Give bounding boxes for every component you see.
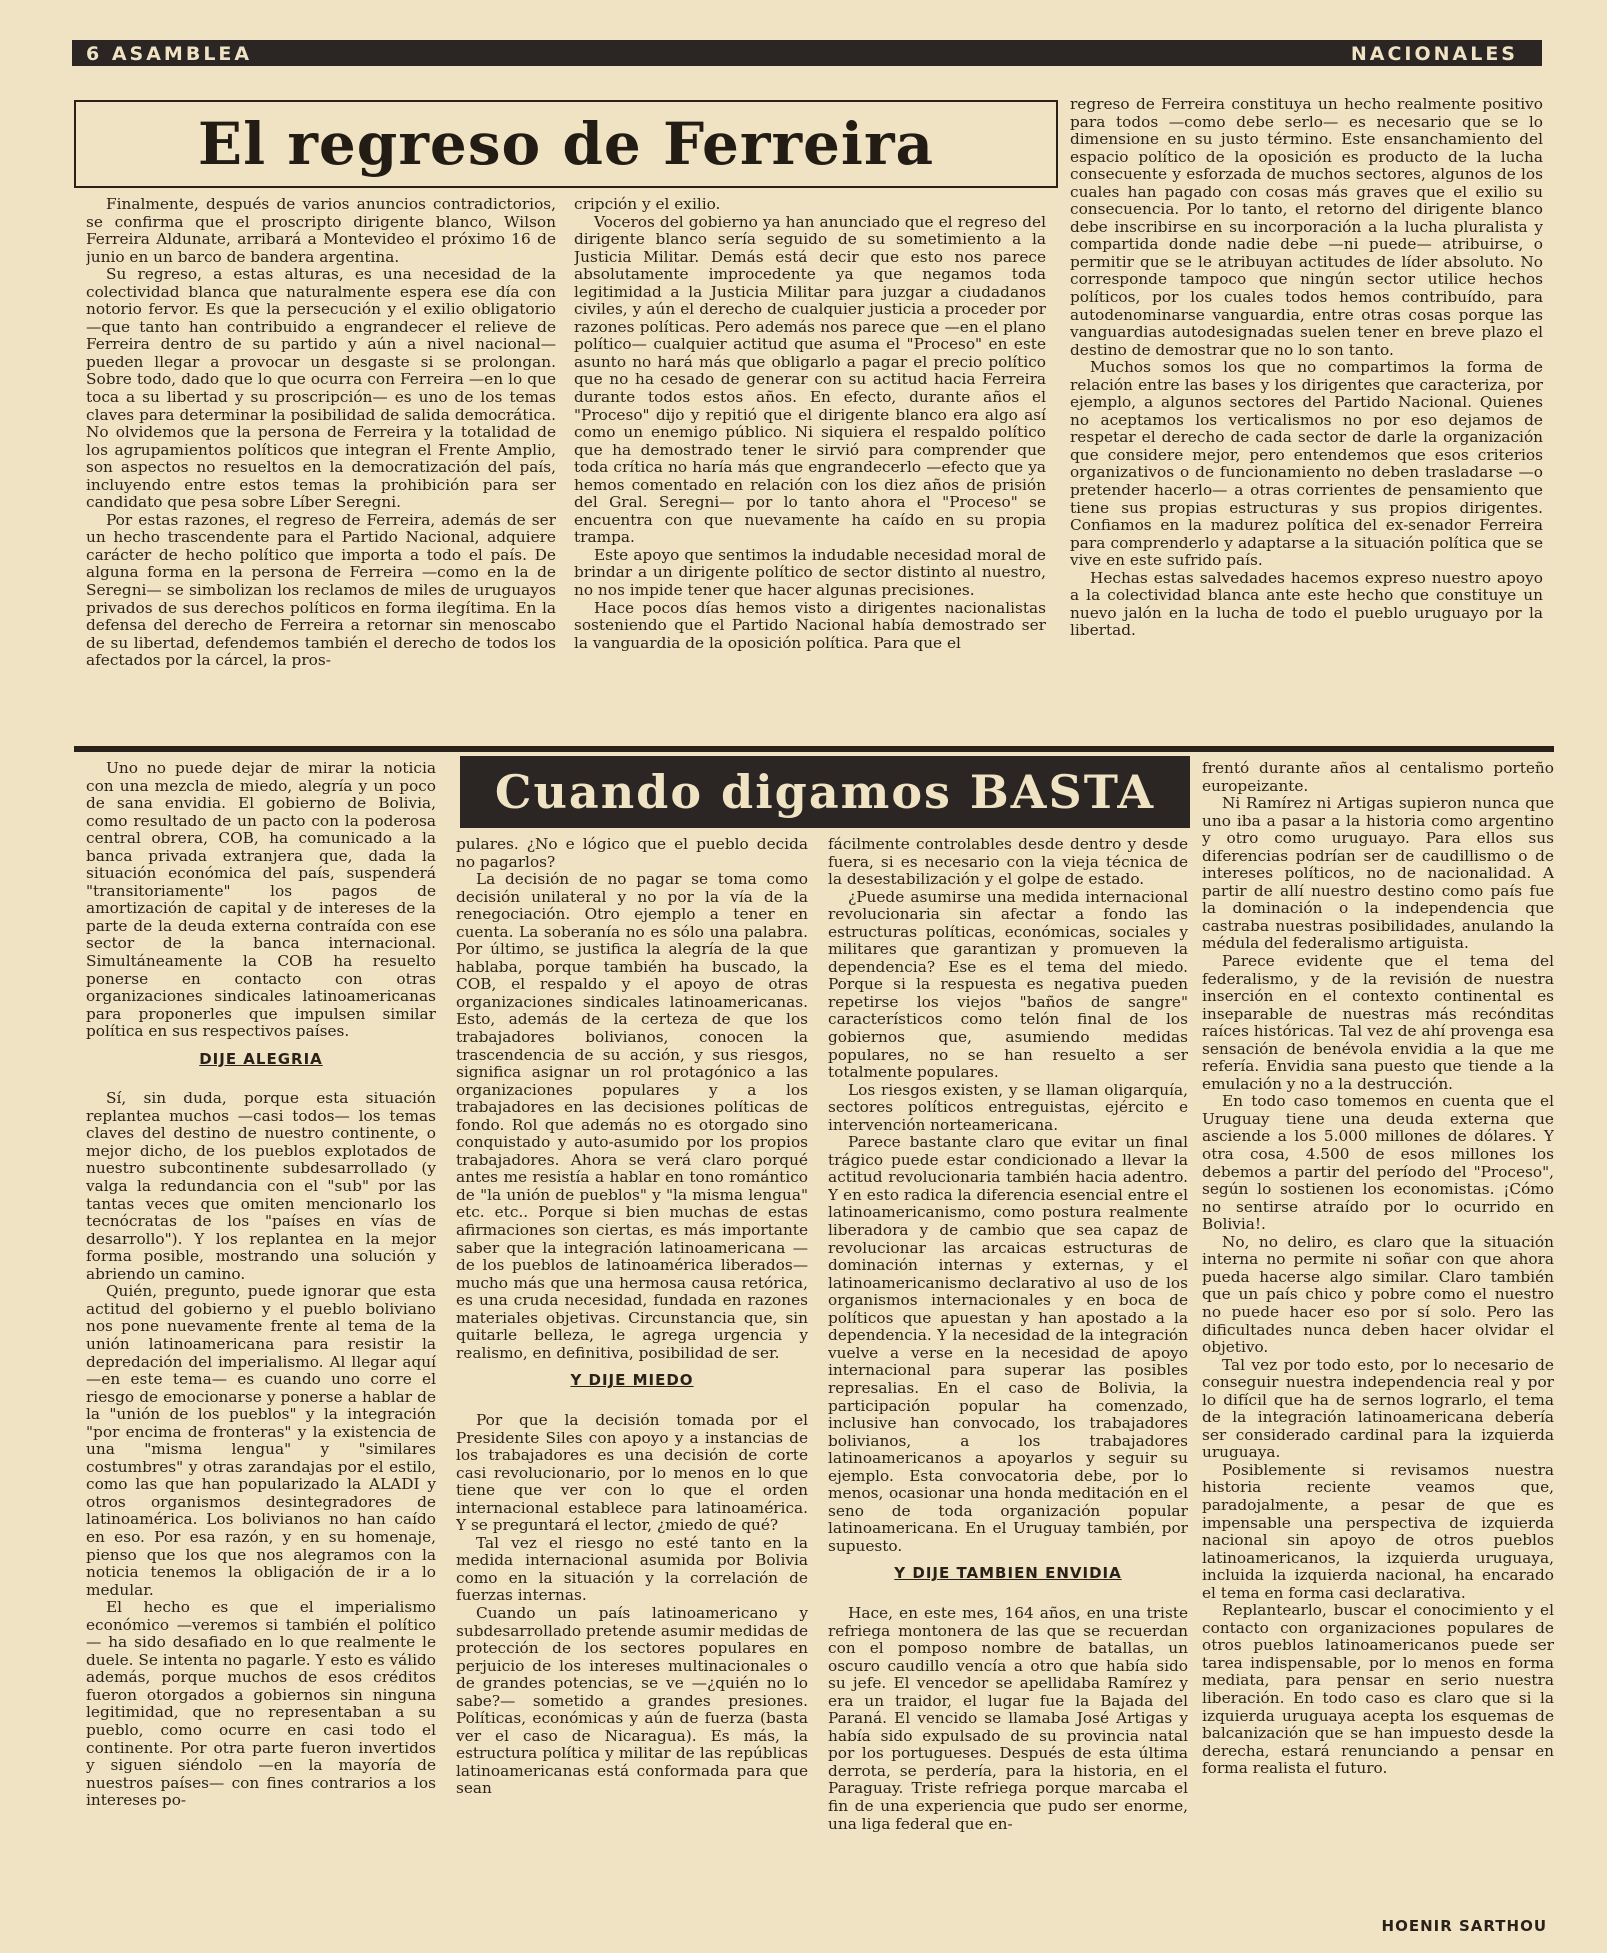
section-divider bbox=[74, 746, 1554, 752]
paragraph: regreso de Ferreira constituya un hecho realmente positivo para todos —como debe serlo— es necesario que se lo dimensione en su justo término. Este ensanchamiento del espacio político de la oposición es producto de la lucha consecuente y esforzada de muchos sectores, algunos de los cuales han pagado con cosas más graves que el exilio su consecuencia. Por lo tanto, el retorno del dirigente blanco debe inscribirse en su incorporación a la lucha pluralista y compartida donde nadie debe —ni puede— atribuirse, o permitir que se le atribuyan actitudes de líder absoluto. No corresponde tampoco que ningún sector utilice hechos políticos, por los cuales todos hemos contribuído, para autodenominarse vanguardia, entre otras cosas porque las vanguardias autodesignadas suelen tener en breve plazo el destino de demostrar que no lo son tanto. bbox=[1070, 96, 1543, 359]
paragraph: Los riesgos existen, y se llaman oligarquía, sectores políticos entreguistas, ejército e intervención norteamericana. bbox=[828, 1080, 1188, 1134]
article2-column-2 bbox=[456, 836, 808, 1918]
paragraph: En todo caso tomemos en cuenta que el Uruguay tiene una deuda externa que asciende a los 5.000 millones de dólares. Y otra cosa, 4.500 de esos millones los debemos a partir del período del "Proceso", según lo sostienen los economistas. ¡Cómo no sentirse atraído por lo ocurrido en Bolivia!. bbox=[1202, 1092, 1554, 1234]
article1-column-1 bbox=[86, 196, 556, 738]
article1-column-2 bbox=[574, 196, 1046, 738]
paragraph: Ni Ramírez ni Artigas supieron nunca que uno iba a pasar a la historia como argentino y otro como uruguayo. Para ellos sus diferencias podrían ser de caudillismo o de intereses políticos, no de nacionalidad. A partir de allí nuestro destino como país fue la dominación o la independencia que castraba nuestras posibilidades, anulando la médula del federalismo artiguista. bbox=[1202, 794, 1554, 953]
paragraph: ¿Puede asumirse una medida internacional revolucionaria sin afectar a fondo las estructuras políticas, económicas, sociales y militares que garantizan y promueven la dependencia? Ese es el tema del miedo. Porque si la respuesta es negativa pueden repetirse los viejos "baños de sangre" característicos como telón final de los gobiernos que, asumiendo medidas populares, no se han resuelto a ser totalmente populares. bbox=[828, 887, 1188, 1082]
paragraph: Uno no puede dejar de mirar la noticia con una mezcla de miedo, alegría y un poco de sana envidia. El gobierno de Bolivia, como resultado de un pacto con la poderosa central obrera, COB, ha comunicado a la banca privada extranjera que, dada la situación económica del país, suspenderá "transitoriamente" los pagos de amortización de capital y de intereses de la parte de la deuda externa contraída con ese sector de la banca internacional. Simultáneamente la COB ha resuelto ponerse en contacto con otras organizaciones sindicales latinoamericanas para proponerles que impulsen similar política en sus respectivos países. bbox=[86, 760, 436, 1041]
paragraph: Por que la decisión tomada por el Presidente Siles con apoyo y a instancias de los trabajadores es una decisión de corte casi revolucionario, por lo menos en lo que tiene que ver con lo que el orden internacional establece para latinoamérica. Y se preguntará el lector, ¿miedo de qué? bbox=[456, 1410, 808, 1535]
paragraph: Hace pocos días hemos visto a dirigentes nacionalistas sosteniendo que el Partido Nacional había demostrado ser la vanguardia de la oposición política. Para que el bbox=[574, 598, 1046, 652]
paragraph: Replantearlo, buscar el conocimiento y el contacto con organizaciones populares de otros pueblos latinoamericanos puede ser tarea indispensable, por lo menos en forma mediata, para pensar en serio nuestra liberación. En todo caso es claro que si la izquierda uruguaya acepta los esquemas de balcanización que se han impuesto desde la derecha, estará renunciando a pensar en forma realista el futuro. bbox=[1202, 1601, 1554, 1778]
paragraph: pulares. ¿No e lógico que el pueblo decida no pagarlos? bbox=[456, 836, 808, 871]
paragraph: Sí, sin duda, porque esta situación replantea muchos —casi todos— los temas claves del destino de nuestro continente, o mejor dicho, de los pueblos explotados de nuestro subcontinente subdesarrollado (y valga la redundancia con el "sub" por las tantas veces que omiten mencionarlo los tecnócratas de los "países en vías de desarrollo"). Y los replantea en la mejor forma posible, mostrando una solución y abriendo un camino. bbox=[86, 1089, 436, 1283]
page-header-bar bbox=[72, 40, 1542, 66]
paragraph: Parece bastante claro que evitar un final trágico puede estar condicionado a llevar la actitud revolucionaria también hacia adentro. Y en esto radica la diferencia esencial entre el latinoamericanismo, como postura realmente liberadora y de cambio que sea capaz de revolucionar las arcaicas estructuras de dominación internas y externas, y el latinoamericanismo declarativo al uso de los organismos internacionales y en boca de políticos que apuestan y han apostado a la dependencia. Y la necesidad de la integración vuelve a verse en la necesidad de apoyo internacional para superar las posibles represalias. En el caso de Bolivia, la participación popular ha comenzado, inclusive han convocado, los trabajadores bolivianos, a los trabajadores latinoamericanos a apoyarlos y seguir su ejemplo. Esta convocatoria debe, por lo menos, ocasionar una honda meditación en el seno de toda organización popular latinoamericana. En el Uruguay también, por supuesto. bbox=[828, 1133, 1188, 1555]
paragraph: Voceros del gobierno ya han anunciado que el regreso del dirigente blanco sería seguido de su sometimiento a la Justicia Militar. Demás está decir que esto nos parece absolutamente improcedente ya que negamos toda legitimidad a la Justicia Militar para juzgar a ciudadanos civiles, y aún el derecho de cualquier justicia a proceder por razones políticas. Pero además nos parece que —en el plano político— cualquier actitud que asuma el "Proceso" en este asunto no hará más que obligarlo a pagar el precio político que no ha cesado de generar con su actitud hacia Ferreira durante todos estos años. En efecto, durante años el "Proceso" dijo y repitió que el dirigente blanco era algo así como un enemigo público. Ni siquiera el respaldo político que ha demostrado tener le sirvió para comprender que toda crítica no haría más que engrandecerlo —efecto que ya hemos comentado en relación con los diez años de prisión del Gral. Seregni— por lo tanto ahora el "Proceso" se encuentra con que nuevamente ha caído en su propia trampa. bbox=[574, 212, 1046, 547]
paragraph: Hechas estas salvedades hacemos expreso nuestro apoyo a la colectividad blanca ante este hecho que constituye un nuevo jalón en la lucha de todo el pueblo uruguayo por la libertad. bbox=[1070, 568, 1543, 640]
subhead-y-dije-miedo: Y DIJE MIEDO bbox=[570, 1371, 694, 1390]
paragraph: Muchos somos los que no compartimos la forma de relación entre las bases y los dirigentes que caracteriza, por ejemplo, a algunos sectores del Partido Nacional. Quienes no aceptamos los verticalismos no por eso dejamos de respetar el derecho de cada sector de darle la organización que considere mejor, pero entendemos que esos criterios organizativos o de funcionamiento no deben trasladarse —o pretender hacerlo— a otras corrientes de pensamiento que tiene sus propias estructuras y sus propios dirigentes. Confiamos en la madurez política del ex-senador Ferreira para comprenderlo y adaptarse a la situación política que se vive en este sufrido país. bbox=[1070, 358, 1543, 570]
paragraph: fácilmente controlables desde dentro y desde fuera, si es necesario con la vieja técnica de la desestabilización y el golpe de estado. bbox=[828, 836, 1188, 889]
paragraph: La decisión de no pagar se toma como decisión unilateral y no por la vía de la renegociación. Otro ejemplo a tener en cuenta. La soberanía no es sólo una palabra. Por último, se justifica la alegría de la que hablaba, porque también ha buscado, la COB, el respaldo y el apoyo de otras organizaciones sindicales latinoamericanas. Esto, además de la certeza de que los trabajadores bolivianos, conocen la trascendencia de su acción, y sus riesgos, significa asignar un rol protagónico a las organizaciones populares y a los trabajadores en las decisiones políticas de fondo. Rol que además no es otorgado sino conquistado y auto-asumido por los propios trabajadores. Ahora se verá claro porqué antes me resistía a hablar en tono romántico de "la unión de pueblos" y "la misma lengua" etc. etc.. Porque si bien muchas de estas afirmaciones son ciertas, es más importante saber que la integración latinoamericana —de los pueblos de latinoamérica liberados— mucho más que una hermosa causa retórica, es una cruda necesidad, fundada en razones materiales objetivas. Circunstancia que, sin quitarle belleza, le agrega urgencia y realismo, en definitiva, posibilidad de ser. bbox=[456, 870, 808, 1362]
paragraph: Posiblemente si revisamos nuestra historia reciente veamos que, paradojalmente, a pesar de que es impensable una perspectiva de izquierda nacional sin apoyo de otros pueblos latinoamericanos, la izquierda uruguaya, incluida la izquierda nacional, ha encarado el tema en forma casi declarativa. bbox=[1202, 1460, 1554, 1602]
article2-title-box bbox=[460, 756, 1190, 828]
paragraph: Parece evidente que el tema del federalismo, y de la revisión de nuestra inserción en el contexto continental es inseparable de nuestras más recónditas raíces históricas. Tal vez de ahí provenga esa sensación de benévola envidia a la que me refería. Envidia sana puesto que tiende a la emulación y no a la destrucción. bbox=[1202, 952, 1554, 1093]
article2-title: Cuando digamos BASTA bbox=[494, 765, 1156, 819]
subhead-y-dije-tambien-envidia: Y DIJE TAMBIEN ENVIDIA bbox=[894, 1564, 1122, 1583]
article2-column-4 bbox=[1202, 760, 1554, 1914]
paragraph: frentó durante años al centalismo porteño europeizante. bbox=[1202, 760, 1554, 795]
paragraph: No, no deliro, es claro que la situación interna no permite ni soñar con que ahora pueda hacerse algo similar. Claro también que un país chico y pobre como el nuestro no puede hacer eso por sí solo. Pero las dificultades nunca deben hacer olvidar el objetivo. bbox=[1202, 1232, 1554, 1357]
paragraph: Hace, en este mes, 164 años, en una triste refriega montonera de las que se recuerdan con el pomposo nombre de batallas, un oscuro caudillo vencía a otro que había sido su jefe. El vencedor se apellidaba Ramírez y era un traidor, el lugar fue la Bajada del Paraná. El vencido se llamaba José Artigas y había sido expulsado de su provincia natal por los portugueses. Después de esta última derrota, se perdería, para la historia, en el Paraguay. Triste refriega porque marcaba el fin de una experiencia que pudo ser enorme, una liga federal que en- bbox=[828, 1603, 1188, 1833]
article1-title-box bbox=[74, 100, 1058, 188]
paragraph: Tal vez el riesgo no esté tanto en la medida internacional asumida por Bolivia como en la situación y la correlación de fuerzas internas. bbox=[456, 1533, 808, 1605]
paragraph: cripción y el exilio. bbox=[574, 196, 721, 213]
paragraph: Quién, pregunto, puede ignorar que esta actitud del gobierno y el pueblo boliviano nos pone nuevamente frente al tema de la unión latinoamericana para resistir la depredación del imperialismo. Al llegar aquí —en este tema— es cuando uno corre el riesgo de emocionarse y ponerse a hablar de la "unión de los pueblos" y la integración "por encima de fronteras" y la existencia de una "misma lengua" y "similares costumbres" y otras zarandajas por el estilo, como las que han popularizado la ALADI y otros organismos desintegradores de latinoamérica. Los bolivianos no han caído en eso. Por esa razón, y en su homenaje, pienso que los que nos alegramos con la noticia tenemos la obligación de ir a lo medular. bbox=[86, 1282, 436, 1599]
author-signature: HOENIR SARTHOU bbox=[1381, 1917, 1547, 1935]
paragraph: Su regreso, a estas alturas, es una necesidad de la colectividad blanca que naturalmente espera ese día con notorio fervor. Es que la persecución y el exilio obligatorio —que tanto han contribuido a engrandecer el relieve de Ferreira dentro de su partido y aún a nivel nacional— pueden llegar a provocar un desgaste si se prolongan. Sobre todo, dado que lo que ocurra con Ferreira —en lo que toca a su libertad y su proscripción— es uno de los temas claves para determinar la posibilidad de salida democrática. No olvidemos que la persona de Ferreira y la totalidad de los agrupamientos políticos que integran el Frente Amplio, son aspectos no resueltos en la democratización del país, incluyendo entre estos temas la prohibición para ser candidato que pesa sobre Líber Seregni. bbox=[86, 265, 556, 512]
page-number-label: 6 ASAMBLEA bbox=[86, 43, 253, 65]
paragraph: Este apoyo que sentimos la indudable necesidad moral de brindar a un dirigente político de sector distinto al nuestro, no nos impide tener que hacer algunas precisiones. bbox=[574, 545, 1046, 600]
paragraph: El hecho es que el imperialismo económico —veremos si también el político— ha sido desafiado en lo que realmente le duele. Se intenta no pagarle. Y esto es válido además, porque muchos de esos créditos fueron otorgados a gobiernos sin ninguna legitimidad, que no representaban a su pueblo, como ocurre en casi todo el continente. Por otra parte fueron invertidos y siguen siéndolo —en la mayoría de nuestros países— con fines contrarios a los intereses po- bbox=[86, 1598, 436, 1810]
subhead-dije-alegria: DIJE ALEGRIA bbox=[199, 1049, 323, 1068]
paragraph: Tal vez por todo esto, por lo necesario de conseguir nuestra independencia real y por lo difícil que ha de sernos lograrlo, el tema de la integración latinoamericana debería ser considerado cardinal para la izquierda uruguaya. bbox=[1202, 1355, 1554, 1462]
article1-column-3 bbox=[1070, 96, 1543, 738]
article2-column-3 bbox=[828, 836, 1188, 1918]
section-label: NACIONALES bbox=[1350, 43, 1518, 65]
paragraph: Cuando un país latinoamericano y subdesarrollado pretende asumir medidas de protección de los sectores populares en perjuicio de los intereses multinacionales o de grandes potencias, se ve —¿quién no lo sabe?— sometido a grandes presiones. Políticas, económicas y aún de fuerza (basta ver el caso de Nicaragua). Es más, la estructura política y militar de las repúblicas latinoamericanas está conformada para que sean bbox=[456, 1603, 808, 1798]
paragraph: Por estas razones, el regreso de Ferreira, además de ser un hecho trascendente para el Partido Nacional, adquiere carácter de hecho político que importa a todo el país. De alguna forma en la persona de Ferreira —como en la de Seregni— se simbolizan los reclamos de miles de uruguayos privados de sus derechos políticos en forma ilegítima. En la defensa del derecho de Ferreira a retornar sin menoscabo de su libertad, defendemos también el derecho de todos los afectados por la cárcel, la pros- bbox=[86, 510, 556, 670]
article2-column-1 bbox=[86, 760, 436, 1918]
paragraph: Finalmente, después de varios anuncios contradictorios, se confirma que el proscripto dirigente blanco, Wilson Ferreira Aldunate, arribará a Montevideo el próximo 16 de junio en un barco de bandera argentina. bbox=[86, 196, 556, 266]
article1-title: El regreso de Ferreira bbox=[197, 110, 935, 178]
